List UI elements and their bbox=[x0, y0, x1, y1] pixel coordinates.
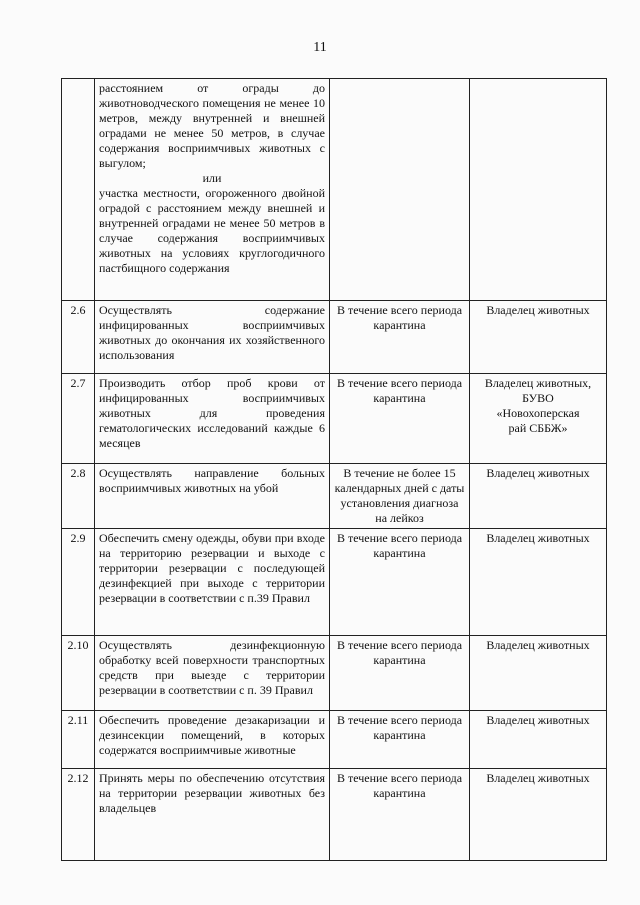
measure-text: Обеспечить проведение дезакаризации и дезинсекции помещений, в которых содержатся восприимчивые животные bbox=[95, 711, 330, 769]
page-number: 11 bbox=[313, 40, 327, 55]
table-row bbox=[62, 301, 607, 374]
term-cell: В течение всего периода карантина bbox=[330, 374, 470, 464]
term-cell bbox=[330, 79, 470, 301]
responsible-cell: Владелец животных bbox=[470, 464, 607, 529]
measure-text: Осуществлять направление больных восприимчивых животных на убой bbox=[95, 464, 330, 529]
table-row bbox=[62, 636, 607, 711]
responsible-cell bbox=[470, 374, 607, 464]
measures-table bbox=[61, 78, 607, 861]
measure-text bbox=[95, 79, 330, 301]
table-row bbox=[62, 529, 607, 636]
responsible-line: рай СББЖ» bbox=[508, 421, 568, 435]
table-row bbox=[62, 711, 607, 769]
term-cell: В течение всего периода карантина bbox=[330, 301, 470, 374]
term-cell: В течение всего периода карантина bbox=[330, 636, 470, 711]
row-number bbox=[62, 79, 95, 301]
measure-text: Принять меры по обеспечению отсутствия на территории резервации животных без владельцев bbox=[95, 769, 330, 861]
term-cell: В течение всего периода карантина bbox=[330, 711, 470, 769]
table-row bbox=[62, 464, 607, 529]
measure-text: Производить отбор проб крови от инфицированных восприимчивых животных для проведения гематологических исследований каждые 6 месяцев bbox=[95, 374, 330, 464]
row-number: 2.10 bbox=[62, 636, 95, 711]
responsible-cell bbox=[470, 79, 607, 301]
measure-text-part: участка местности, огороженного двойной оградой с расстоянием между внешней и внутренней оградами не менее 50 метров в случае содержания восприимчивых животных на условиях круглогодичного пастбищного содержания bbox=[99, 186, 325, 275]
row-number: 2.6 bbox=[62, 301, 95, 374]
row-number: 2.11 bbox=[62, 711, 95, 769]
row-number: 2.9 bbox=[62, 529, 95, 636]
measure-text-part: расстоянием от ограды до животноводческого помещения не менее 10 метров, между внутренней и внешней оградами не менее 50 метров, в случае содержания восприимчивых животных с выгулом; bbox=[99, 81, 325, 170]
responsible-line: «Новохоперская bbox=[496, 406, 580, 420]
measure-text: Обеспечить смену одежды, обуви при входе на территорию резервации и выходе с территории резервации с последующей дезинфекцией при выходе с территории резервации в соответствии с п.39 Правил bbox=[95, 529, 330, 636]
measure-text: Осуществлять дезинфекционную обработку всей поверхности транспортных средств при выезде с территории резервации в соответствии с п. 39 Правил bbox=[95, 636, 330, 711]
table-row bbox=[62, 769, 607, 861]
table-row bbox=[62, 79, 607, 301]
responsible-line: Владелец животных, bbox=[484, 376, 592, 390]
responsible-cell: Владелец животных bbox=[470, 636, 607, 711]
row-number: 2.12 bbox=[62, 769, 95, 861]
responsible-cell: Владелец животных bbox=[470, 301, 607, 374]
row-number: 2.8 bbox=[62, 464, 95, 529]
term-cell: В течение всего периода карантина bbox=[330, 769, 470, 861]
term-cell: В течение всего периода карантина bbox=[330, 529, 470, 636]
responsible-line: БУВО bbox=[522, 391, 554, 405]
responsible-cell: Владелец животных bbox=[470, 529, 607, 636]
table-row bbox=[62, 374, 607, 464]
row-number: 2.7 bbox=[62, 374, 95, 464]
responsible-cell: Владелец животных bbox=[470, 711, 607, 769]
measure-text: Осуществлять содержание инфицированных восприимчивых животных до окончания их хозяйственного использования bbox=[95, 301, 330, 374]
measure-text-or: или bbox=[202, 171, 222, 185]
term-cell: В течение не более 15 календарных дней с даты установления диагноза на лейкоз bbox=[330, 464, 470, 529]
responsible-cell: Владелец животных bbox=[470, 769, 607, 861]
